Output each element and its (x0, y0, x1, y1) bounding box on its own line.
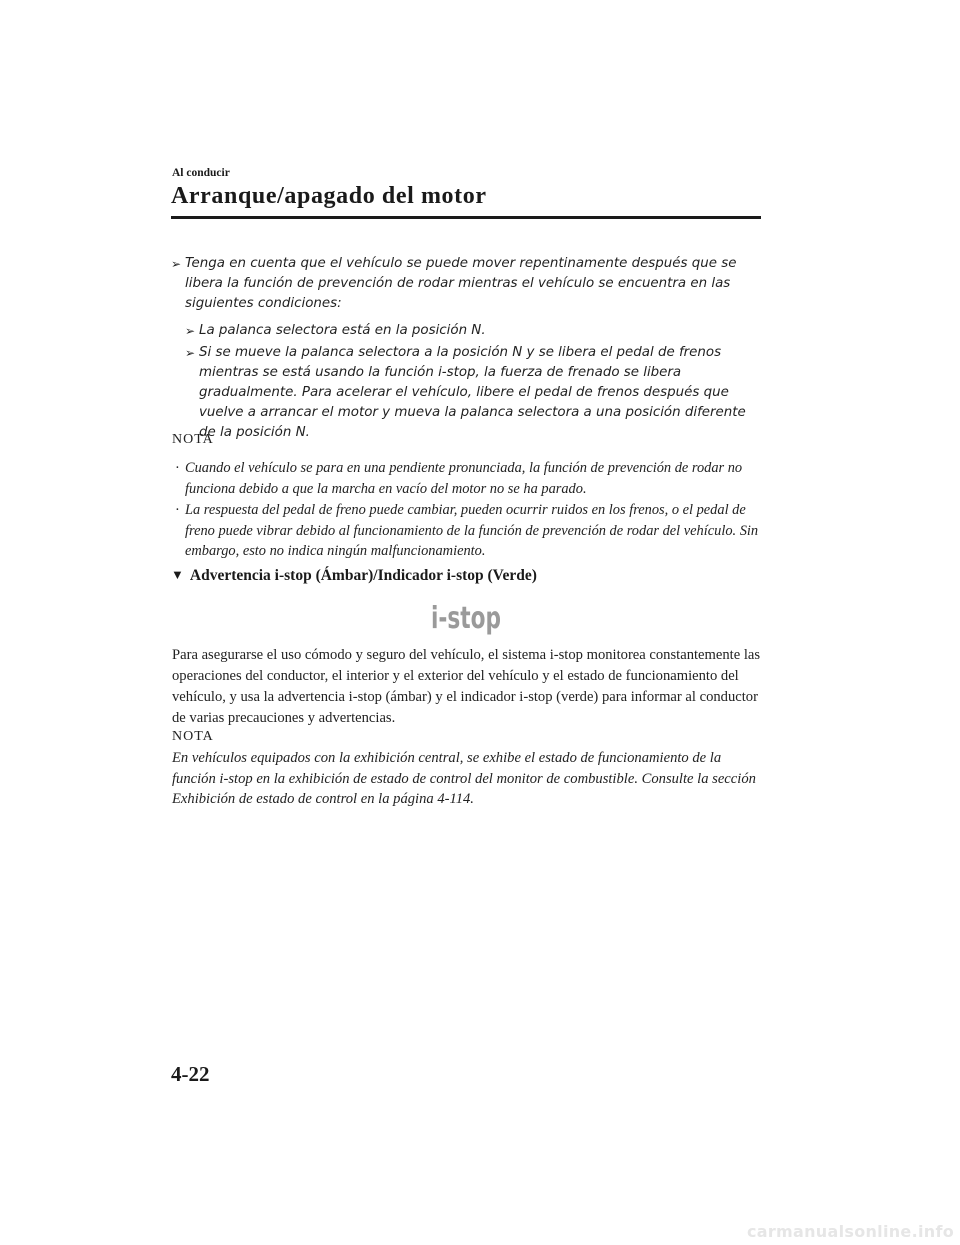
arrow-bullet-icon: ➢ (171, 257, 182, 271)
title-divider (171, 216, 761, 219)
caution-text: La palanca selectora está en la posición N. (199, 323, 486, 338)
note-item-text: Cuando el vehículo se para en una pendiente pronunciada, la función de prevención de rodar no funciona debido a que la marcha en vacío del motor no se ha parado. (185, 460, 743, 497)
note-label: NOTA (172, 432, 214, 447)
page-number: 4-22 (171, 1062, 210, 1086)
subsection-heading (171, 567, 537, 585)
bullet-dot-icon: · (175, 460, 180, 476)
i-stop-symbol-text: i-stop (431, 601, 501, 636)
subsection-heading-text: Advertencia i-stop (Ámbar)/Indicador i-stop (Verde) (189, 567, 537, 584)
note-item (172, 458, 762, 499)
note-text: En vehículos equipados con la exhibición central, se exhibe el estado de funcionamiento de la función i-stop en la exhibición de estado de control del monitor de combustible. Consulte la sección Exhibición de estado de control en la página 4-114. (172, 750, 756, 807)
bullet-dot-icon: · (175, 502, 180, 518)
triangle-down-icon: ▼ (171, 567, 184, 582)
arrow-bullet-icon: ➢ (185, 324, 196, 338)
note-item-text: La respuesta del pedal de freno puede cambiar, pueden ocurrir ruidos en los frenos, o el pedal de freno puede vibrar debido al funcionamiento de la función de prevención de rodar del vehículo. Sin embargo, esto no indica ningún malfuncionamiento. (185, 502, 759, 559)
note-label: NOTA (172, 729, 214, 744)
arrow-bullet-icon: ➢ (185, 346, 196, 360)
i-stop-indicator-icon (430, 597, 502, 635)
note-item (172, 500, 762, 562)
note-list (172, 458, 762, 563)
watermark: carmanualsonline.info (746, 1222, 954, 1241)
page-title: Arranque/apagado del motor (171, 183, 487, 209)
section-label: Al conducir (172, 167, 230, 179)
body-paragraph: Para asegurarse el uso cómodo y seguro del vehículo, el sistema i-stop monitorea constantemente las operaciones del conductor, el interior y el exterior del vehículo y el estado de funcionamiento del vehículo, y usa la advertencia i-stop (ámbar) y el indicador i-stop (verde) para informar al conductor de varias precauciones y advertencias. (172, 647, 761, 726)
caution-text: Tenga en cuenta que el vehículo se puede mover repentinamente después que se libera la función de prevención de rodar mientras el vehículo se encuentra en las siguientes condiciones: (185, 256, 737, 311)
caution-text: Si se mueve la palanca selectora a la posición N y se libera el pedal de frenos mientras se está usando la función i-stop, la fuerza de frenado se libera gradualmente. Para acelerar el vehículo, libere el pedal de frenos después que vuelve a arrancar el motor y mueva la palanca selectora a una posición diferente de la posición N. (199, 345, 746, 440)
